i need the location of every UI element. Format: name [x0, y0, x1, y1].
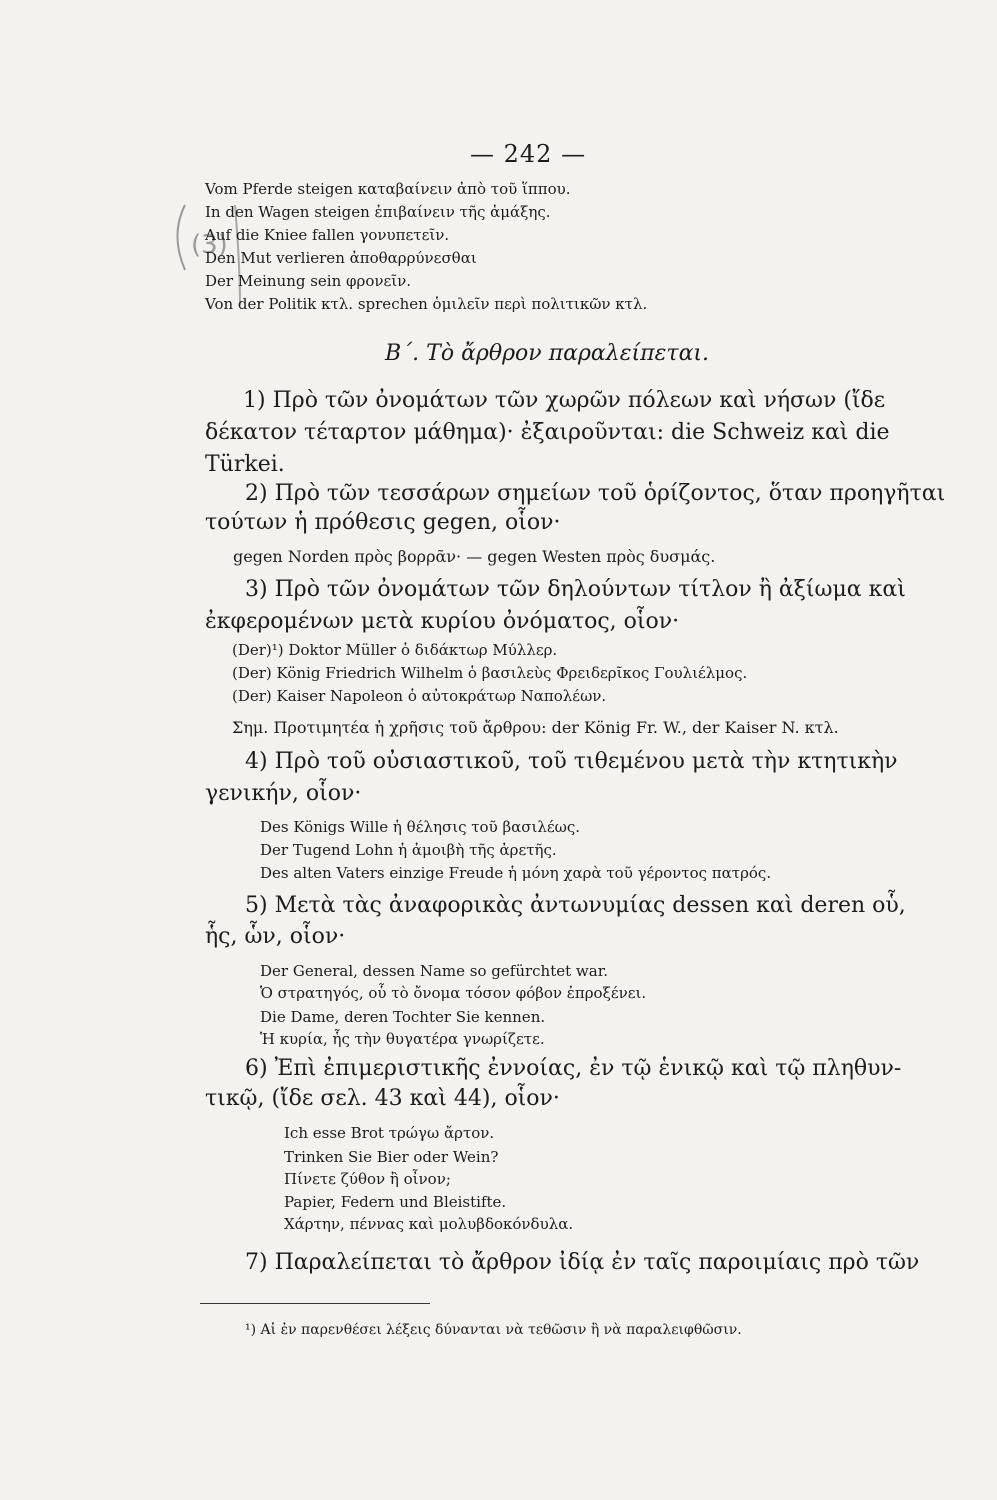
text-line: Vom Pferde steigen καταβαίνειν ἀπὸ τοῦ ἵππου.	[205, 180, 571, 198]
text-line: Den Mut verlieren ἀποθαρρύνεσθαι	[205, 249, 477, 267]
example-line: Der General, dessen Name so gefürchtet war.	[260, 962, 608, 980]
example-line: Χάρτην, πέννας καὶ μολυβδοκόνδυλα.	[284, 1215, 574, 1233]
text-line: Von der Politik κτλ. sprechen ὁμιλεῖν περὶ πολιτικῶν κτλ.	[205, 295, 648, 313]
example-line: Des Königs Wille ἡ θέλησις τοῦ βασιλέως.	[260, 818, 581, 836]
paragraph-line: 7) Παραλείπεται τὸ ἄρθρον ἰδίᾳ ἐν ταῖς παροιμίαις πρὸ τῶν	[245, 1250, 920, 1275]
example-line: Der Tugend Lohn ἡ ἀμοιβὴ τῆς ἀρετῆς.	[260, 841, 557, 859]
example-line: Ich esse Brot τρώγω ἄρτον.	[284, 1124, 495, 1142]
paragraph-line: γενικήν, οἷον·	[205, 781, 362, 806]
example-line: Trinken Sie Bier oder Wein?	[284, 1148, 499, 1166]
example-line: gegen Norden πρὸς βορρᾶν· — gegen Westen πρὸς δυσμάς.	[233, 547, 716, 566]
text-line: Auf die Kniee fallen γονυπετεῖν.	[205, 226, 450, 244]
text-line: Der Meinung sein φρονεῖν.	[205, 272, 412, 290]
example-line: Die Dame, deren Tochter Sie kennen.	[260, 1008, 546, 1026]
example-line: Des alten Vaters einzige Freude ἡ μόνη χαρὰ τοῦ γέροντος πατρός.	[260, 864, 772, 882]
example-line: (Der) König Friedrich Wilhelm ὁ βασιλεὺς Φρειδερῖκος Γουλιέλμος.	[232, 664, 748, 682]
paragraph-line: τικῷ, (ἴδε σελ. 43 καὶ 44), οἷον·	[205, 1086, 560, 1111]
paragraph-line: ἐκφερομένων μετὰ κυρίου ὀνόματος, οἷον·	[205, 609, 680, 634]
paragraph-line: 4) Πρὸ τοῦ οὐσιαστικοῦ, τοῦ τιθεμένου μετὰ τὴν κτητικὴν	[245, 749, 898, 774]
paragraph-line: δέκατον τέταρτον μάθημα)· ἐξαιροῦνται: die Schweiz καὶ die	[205, 420, 890, 445]
paragraph-line: ἧς, ὧν, οἷον·	[205, 924, 346, 949]
example-line: (Der)¹) Doktor Müller ὁ διδάκτωρ Μύλλερ.	[232, 641, 558, 659]
paragraph-line: 1) Πρὸ τῶν ὀνομάτων τῶν χωρῶν πόλεων καὶ νήσων (ἴδε	[243, 388, 886, 413]
example-line: Ὁ στρατηγός, οὗ τὸ ὄνομα τόσον φόβον ἐπροξένει.	[260, 984, 647, 1002]
footnote-rule	[200, 1303, 430, 1304]
paragraph-line: Türkei.	[205, 452, 285, 477]
paragraph-line: 3) Πρὸ τῶν ὀνομάτων τῶν δηλούντων τίτλον ἢ ἀξίωμα καὶ	[245, 577, 906, 602]
section-heading: Β΄. Τὸ ἄρθρον παραλείπεται.	[385, 341, 710, 366]
note-line: Σημ. Προτιμητέα ἡ χρῆσις τοῦ ἄρθρου: der König Fr. W., der Kaiser N. κτλ.	[232, 718, 839, 737]
page-number: — 242 —	[470, 140, 587, 168]
example-line: Πίνετε ζύθον ἢ οἶνον;	[284, 1170, 451, 1188]
margin-mark-text: (3)	[191, 230, 228, 260]
footnote: ¹) Αἱ ἐν παρενθέσει λέξεις δύνανται νὰ τεθῶσιν ἢ νὰ παραλειφθῶσιν.	[245, 1322, 742, 1338]
example-line: (Der) Kaiser Napoleon ὁ αὐτοκράτωρ Ναπολέων.	[232, 687, 607, 705]
paragraph-line: 5) Μετὰ τὰς ἀναφορικὰς ἀντωνυμίας dessen καὶ deren οὗ,	[245, 893, 906, 918]
paragraph-line: τούτων ἡ πρόθεσις gegen, οἷον·	[205, 510, 561, 535]
paragraph-line: 6) Ἐπὶ ἐπιμεριστικῆς ἐννοίας, ἐν τῷ ἑνικῷ καὶ τῷ πληθυν-	[245, 1056, 902, 1081]
example-line: Ἡ κυρία, ἧς τὴν θυγατέρα γνωρίζετε.	[260, 1030, 545, 1048]
text-line: In den Wagen steigen ἐπιβαίνειν τῆς ἁμάξης.	[205, 203, 551, 221]
example-line: Papier, Federn und Bleistifte.	[284, 1193, 507, 1211]
paragraph-line: 2) Πρὸ τῶν τεσσάρων σημείων τοῦ ὁρίζοντος, ὅταν προηγῆται	[245, 481, 946, 506]
